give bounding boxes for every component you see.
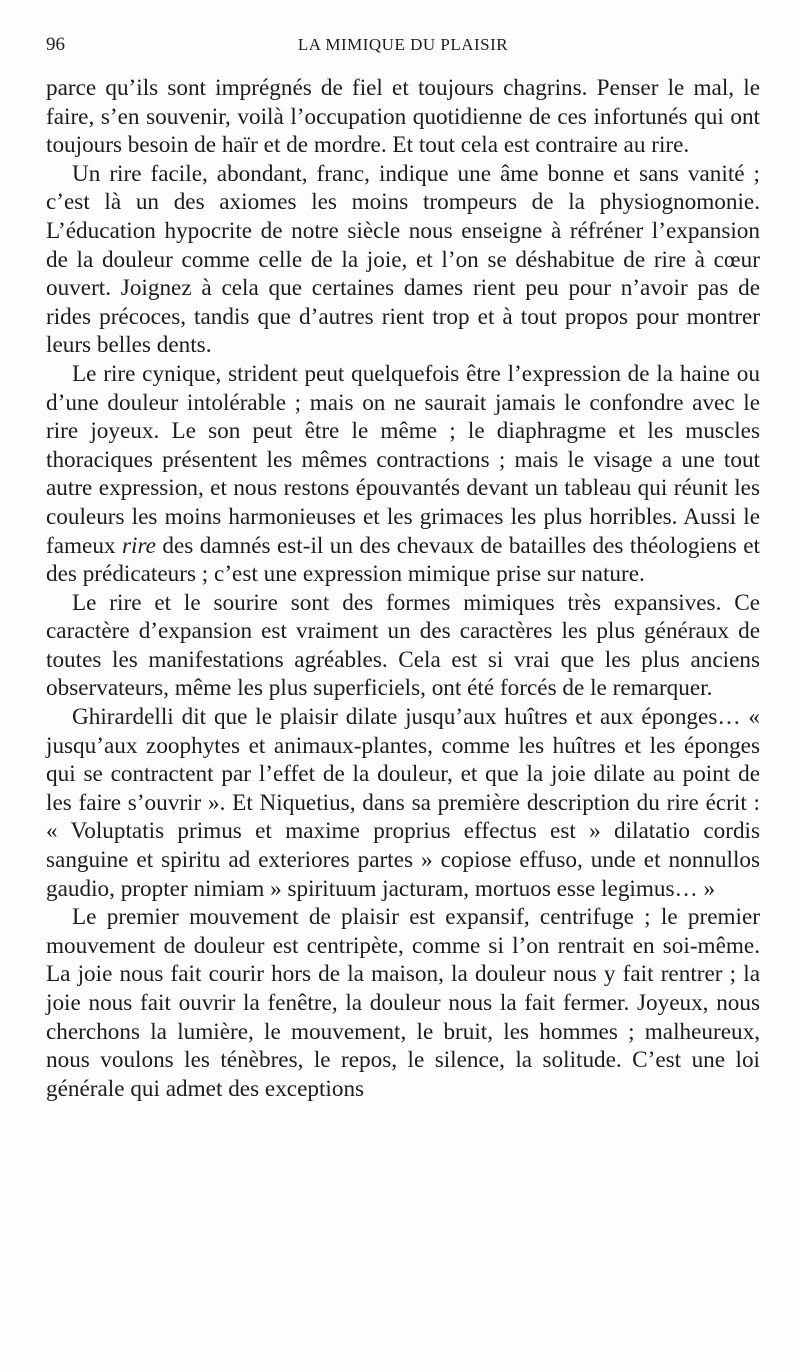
paragraph-rire-facile: Un rire facile, abondant, franc, indique une âme bonne et sans vanité ; c’est là un des axiomes les moins trompeurs de la physiognomonie. L’éducation hypocrite de notre siècle nous enseigne à réfréner l’expansion de la douleur comme celle de la joie, et l’on se déshabitue de rire à cœur ouvert. Joignez à cela que certaines dames rient peu pour n’avoir pas de rides précoces, tandis que d’autres rient trop et à tout propos pour montrer leurs belles dents.: [46, 160, 760, 359]
italic-word-rire: rire: [121, 532, 156, 559]
paragraph-ghirardelli: Ghirardelli dit que le plaisir dilate jusqu’aux huîtres et aux éponges… « jusqu’aux zoophytes et animaux-plantes, comme les huîtres et les éponges qui se contractent par l’effet de la douleur, et que la joie dilate au point de les faire s’ouvrir ». Et Niquetius, dans sa première description du rire écrit : « Voluptatis primus et maxime proprius effectus est » dilatatio cordis sanguine et spiritu ad exteriores partes » copiose effuso, unde et nonnullos gaudio, propter nimiam » spirituum jacturam, mortuos esse legimus… »: [46, 704, 760, 902]
running-title: LA MIMIQUE DU PLAISIR: [297, 35, 509, 54]
paragraph-expansion: Le rire et le sourire sont des formes mimiques très expansives. Ce caractère d’expansion est vraiment un des caractères les plus généraux de toutes les manifestations agréables. Cela est si vrai que les plus anciens observateurs, même les plus superficiels, ont été forcés de le remarquer.: [46, 589, 760, 702]
body-text: [46, 74, 760, 1103]
running-head: [46, 34, 760, 60]
paragraph-text-after: des damnés est-il un des chevaux de batailles des théologiens et des prédicateurs ; c’est une expression mimique prise sur nature.: [46, 532, 760, 588]
paragraph-text-before: Le rire cynique, strident peut quelquefois être l’expression de la haine ou d’une douleur intolérable ; mais on ne saurait jamais le confondre avec le rire joyeux. Le son peut être le même ; le diaphragme et les muscles thoraciques présentent les mêmes contractions ; mais le visage a une tout autre expression, et nous restons épouvantés devant un tableau qui réunit les couleurs les moins harmonieuses et les grimaces les plus horribles. Aussi le fameux: [46, 360, 760, 559]
page-number: 96: [46, 34, 65, 55]
paragraph-continuation: parce qu’ils sont imprégnés de fiel et toujours chagrins. Penser le mal, le faire, s’en souvenir, voilà l’occupation quotidienne de ces infortunés qui ont toujours besoin de haïr et de mordre. Et tout cela est contraire au rire.: [46, 75, 760, 159]
paragraph-rire-cynique: [46, 360, 760, 589]
paragraph-premier-mouvement: Le premier mouvement de plaisir est expansif, centrifuge ; le premier mouvement de douleur est centripète, comme si l’on rentrait en soi-même. La joie nous fait courir hors de la maison, la douleur nous y fait rentrer ; la joie nous fait ouvrir la fenêtre, la douleur nous la fait fermer. Joyeux, nous cherchons la lumière, le mouvement, le bruit, les hommes ; malheureux, nous voulons les ténèbres, le repos, le silence, la solitude. C’est une loi générale qui admet des exceptions: [46, 904, 760, 1102]
